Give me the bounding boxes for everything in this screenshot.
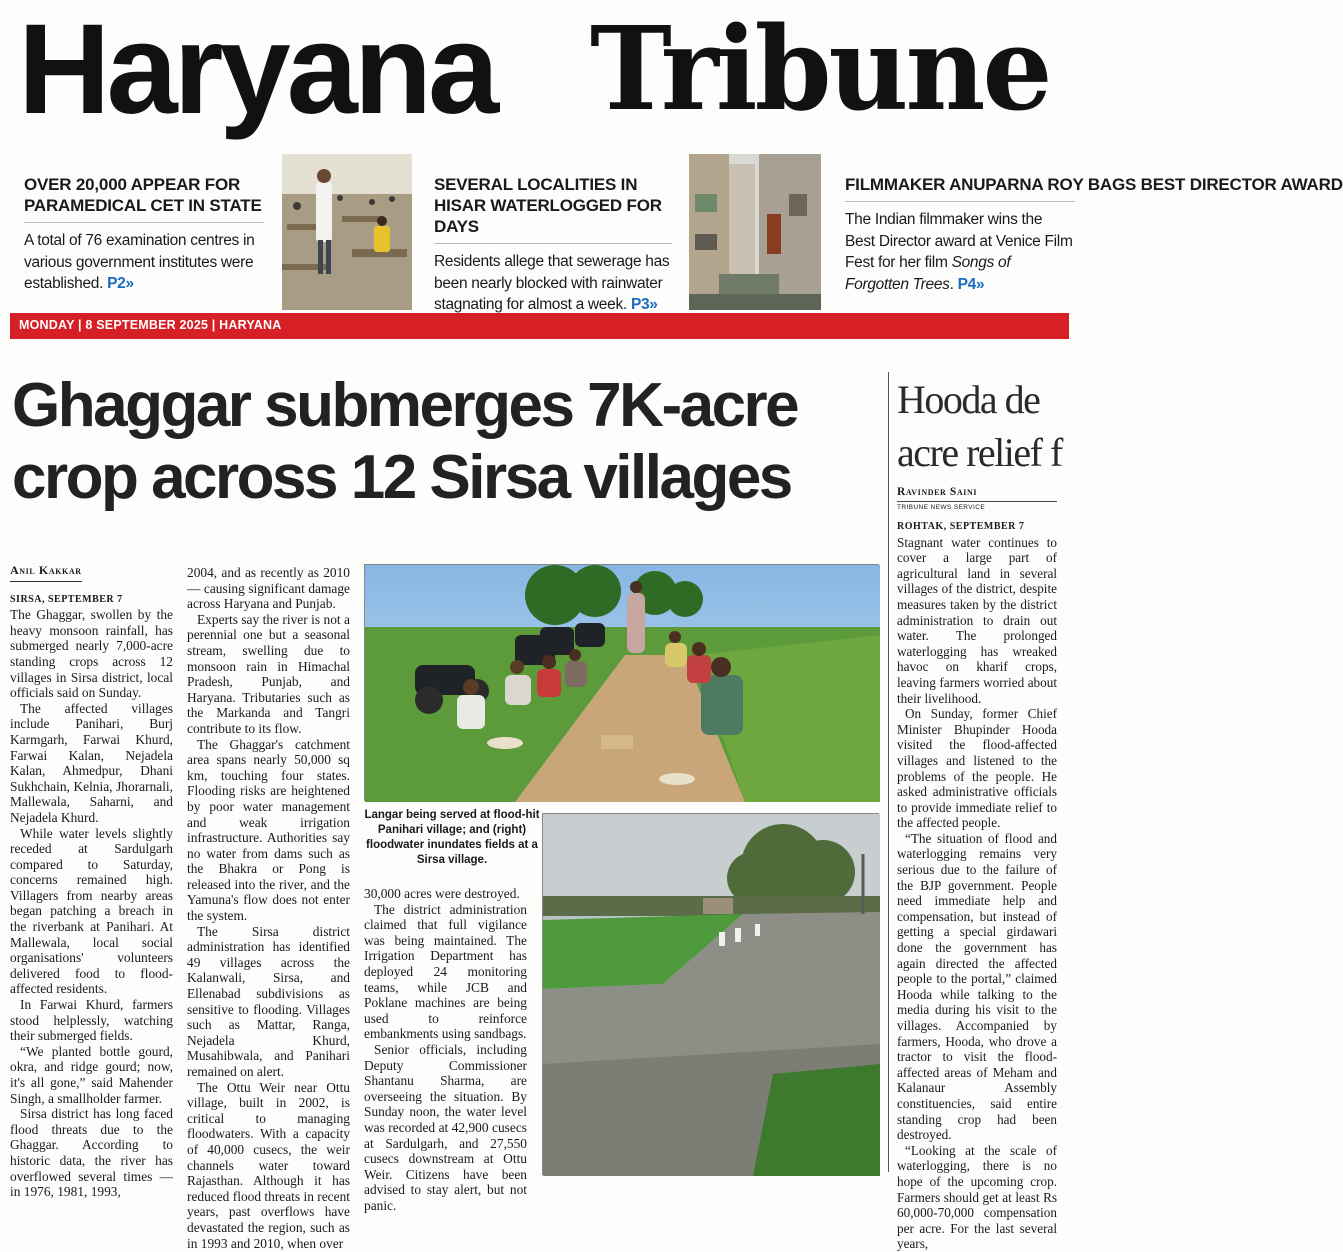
column-divider xyxy=(888,372,889,1172)
story-column-1 xyxy=(10,562,173,1200)
paragraph: “We planted bottle gourd, okra, and ridge gourd; now, it's all gone,” said Mahender Singh, a smallholder farmer. xyxy=(10,1043,173,1106)
side-news-service: TRIBUNE NEWS SERVICE xyxy=(897,501,1057,511)
date-bar xyxy=(10,313,1069,339)
main-headline: Ghaggar submerges 7K-acre crop across 12 Sirsa villages xyxy=(12,371,798,512)
paragraph: 2004, and as recently as 2010 — causing significant damage across Haryana and Punjab. xyxy=(187,565,350,612)
teaser-body: A total of 76 examination centres in various government institutes were established. P2» xyxy=(24,232,255,292)
teaser-body: The Indian filmmaker wins the Best Director award at Venice Film Fest for her film Songs of Forgotten Trees. P4» xyxy=(845,211,1073,293)
photo-langar xyxy=(364,564,879,801)
teaser-strip xyxy=(0,152,1343,313)
side-story-body xyxy=(897,519,1057,1252)
masthead-tribune: Tribune xyxy=(590,0,1050,137)
teaser-photo-waterlogged-street xyxy=(689,154,821,310)
side-headline: Hooda de acre relief f xyxy=(897,377,1062,475)
paragraph: The Sirsa district administration has identified 49 villages across the Kalanwali, Sirsa, and Ellenabad subdivisions as sensitive to flooding. Villages such as Mattar, Ranga, Nejadela Khurd, Musahibwala, and Panihari remained on alert. xyxy=(187,923,350,1079)
paragraph: In Farwai Khurd, farmers stood helplessly, watching their submerged fields. xyxy=(10,997,173,1044)
page-link[interactable]: P4» xyxy=(957,275,985,293)
byline: Anil Kakkar xyxy=(10,563,82,582)
paragraph: “Looking at the scale of waterlogging, there is no hope of the upcoming crop. Farmers should get at least Rs 60,000-70,000 compensation per acre. For the last several years, xyxy=(897,1142,1057,1252)
teaser-photo-exam-hall xyxy=(282,154,412,310)
paragraph: The Ottu Weir near Ottu village, built in 2002, is critical to managing floodwaters. With a capacity of 40,000 cusecs, the weir channels water toward Rajasthan. Although it has reduced flood threats in recent years, past overflows have devastated the region, such as in 1993 and 2010, when over xyxy=(187,1079,350,1251)
paragraph: On Sunday, former Chief Minister Bhupinder Hooda visited the flood-affected villages and listened to the problems of the people. He asked administrative officials to provide immediate relief to the affected people. xyxy=(897,706,1057,831)
teaser-filmmaker[interactable] xyxy=(845,152,1343,312)
paragraph: The district administration claimed that full vigilance was being maintained. The Irrigation Department has deployed 24 monitoring teams, while JCB and Poklane machines are being used to reinforce embankments using sandbags. xyxy=(364,901,527,1042)
photo-flooded-field xyxy=(542,813,879,1175)
paragraph: Sirsa district has long faced flood threats due to the Ghaggar. According to historic data, the river has overflowed several times — in 1976, 1981, 1993, xyxy=(10,1106,173,1200)
page-link[interactable]: P3» xyxy=(630,296,658,313)
teaser-body: Residents allege that sewerage has been nearly blocked with rainwater stagnating for almost a week. P3» xyxy=(434,253,670,313)
date-bar-text: MONDAY | 8 SEPTEMBER 2025 | HARYANA xyxy=(19,318,282,332)
dateline: SIRSA, SEPTEMBER 7 xyxy=(10,593,123,605)
paragraph: 30,000 acres were destroyed. xyxy=(364,886,520,901)
paragraph: While water levels slightly receded at Sardulgarh compared to Saturday, concerns remained high. Villagers from nearby areas began patching a breach in the riverbank at Panihari. At Mallewala, local social organisations' volunteers delivered food to flood-affected residents. xyxy=(10,825,173,997)
side-dateline: ROHTAK, SEPTEMBER 7 xyxy=(897,521,1025,532)
paragraph: The affected villages include Panihari, Burj Karmgarh, Farwai Khurd, Farwai Kalan, Nejadela Kalan, Ahmedpur, Dhani Sukhchain, Kelnia, Jhorarnali, Mallewala, Saharni, and Nejadela Khurd. xyxy=(10,700,173,825)
masthead xyxy=(0,0,1069,150)
paragraph: The Ghaggar's catchment area spans nearly 50,000 sq km, touching four states. Flooding risks are heightened by poor water management and weak irrigation infrastructure. Authorities say no water from dams such as the Bhakra or Pong is released into the river, and the Yamuna's flow does not enter the system. xyxy=(187,736,350,924)
masthead-haryana: Haryana xyxy=(18,0,496,141)
paragraph: The Ghaggar, swollen by the heavy monsoon rainfall, has submerged nearly 7,000-acre standing crops across 12 villages in Sirsa district, local officials said on Sunday. xyxy=(10,607,173,701)
teaser-paramedical[interactable] xyxy=(24,152,264,312)
side-byline: Ravinder Saini xyxy=(897,486,978,498)
story-column-2 xyxy=(187,565,350,1251)
paragraph: Senior officials, including Deputy Commissioner Shantanu Sharma, are overseeing the situation. By Sunday noon, the water level was recorded at 42,900 cusecs at Sardulgarh, and 27,550 cusecs downstream at Ottu Weir. Citizens have been advised to stay alert, but not panic. xyxy=(364,1041,527,1213)
paragraph: Experts say the river is not a perennial one but a seasonal stream, swelling due to monsoon rain in Himachal Pradesh, Punjab, and Haryana. Tributaries such as the Markanda and Tangri contribute to its flow. xyxy=(187,611,350,736)
teaser-title: SEVERAL LOCALITIES IN HISAR WATERLOGGED FOR DAYS xyxy=(434,152,672,244)
teaser-title: OVER 20,000 APPEAR FOR PARAMEDICAL CET IN STATE xyxy=(24,152,264,223)
photo-caption: Langar being served at flood-hit Panihari village; and (right) floodwater inundates fields at a Sirsa village. xyxy=(364,809,540,866)
paragraph: Stagnant water continues to cover a large part of agricultural land in several villages of the district, despite measures taken by the district administration to drain out water. The prolonged waterlogging has wreaked havoc on kharif crops, leaving farmers worried about their livelihood. xyxy=(897,534,1057,706)
story-column-3 xyxy=(364,886,527,1213)
page-link[interactable]: P2» xyxy=(107,275,134,292)
paragraph: “The situation of flood and waterlogging remains very serious due to the failure of the BJP government. People need immediate help and compensation, but instead of getting a special girdawari done the government has again directed the affected people to the portal,” claimed Hooda while talking to the media during his visit to the villages. Accompanied by farmers, Hooda, who drove a tractor to visit the flood-affected areas of Meham and Kalanaur Assembly constituencies, said entire standing crop had been destroyed. xyxy=(897,830,1057,1143)
teaser-title: FILMMAKER ANUPARNA ROY BAGS BEST DIRECTOR AWARD xyxy=(845,152,1075,202)
teaser-hisar[interactable] xyxy=(434,152,672,312)
